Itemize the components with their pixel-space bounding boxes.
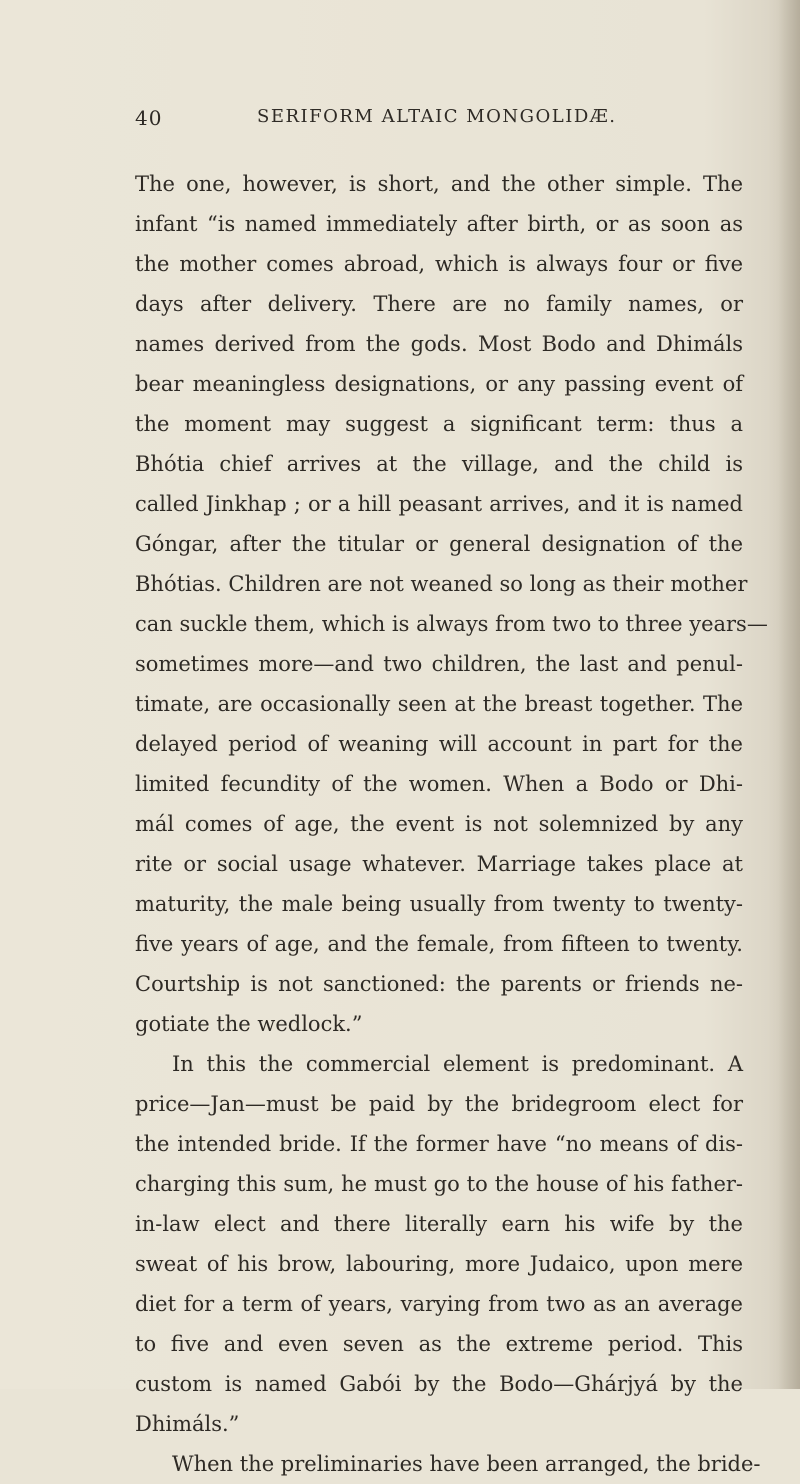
page-header [135, 106, 743, 136]
text-line: days after delivery. There are no family names, or [135, 292, 743, 316]
text-line: names derived from the gods. Most Bodo and Dhimáls [135, 332, 743, 356]
page-number: 40 [135, 106, 163, 130]
text-line: sweat of his brow, labouring, more Judaico, upon mere [135, 1252, 743, 1276]
text-line: rite or social usage whatever. Marriage takes place at [135, 852, 743, 876]
body-text [135, 164, 768, 1484]
text-line: delayed period of weaning will account in part for the [135, 732, 743, 756]
text-line: called Jinkhap ; or a hill peasant arrives, and it is named [135, 492, 743, 516]
text-line: the moment may suggest a significant term: thus a [135, 412, 743, 436]
page-edge-shadow [778, 0, 800, 1389]
text-line: diet for a term of years, varying from two as an average [135, 1292, 743, 1316]
text-line: Góngar, after the titular or general designation of the [135, 532, 743, 556]
text-line: Dhimáls.” [135, 1412, 240, 1436]
text-line: The one, however, is short, and the other simple. The [135, 172, 743, 196]
text-line: five years of age, and the female, from fifteen to twenty. [135, 932, 743, 956]
text-line: limited fecundity of the women. When a Bodo or Dhi- [135, 772, 743, 796]
text-line: in-law elect and there literally earn his wife by the [135, 1212, 743, 1236]
text-line: bear meaningless designations, or any passing event of [135, 372, 743, 396]
text-line: to five and even seven as the extreme period. This [135, 1332, 743, 1356]
text-line: the mother comes abroad, which is always four or five [135, 252, 743, 276]
text-line: mál comes of age, the event is not solemnized by any [135, 812, 743, 836]
running-head: SERIFORM ALTAIC MONGOLIDÆ. [257, 106, 617, 127]
text-line: Courtship is not sanctioned: the parents or friends ne- [135, 972, 743, 996]
text-line: charging this sum, he must go to the house of his father- [135, 1172, 743, 1196]
text-line: the intended bride. If the former have “no means of dis- [135, 1132, 743, 1156]
text-line: gotiate the wedlock.” [135, 1012, 363, 1036]
text-line: In this the commercial element is predominant. A [172, 1052, 743, 1076]
text-line: infant “is named immediately after birth, or as soon as [135, 212, 743, 236]
text-line: Bhótias. Children are not weaned so long as their mother [135, 572, 748, 596]
text-line: Bhótia chief arrives at the village, and the child is [135, 452, 743, 476]
text-line: can suckle them, which is always from two to three years— [135, 612, 768, 636]
text-line: sometimes more—and two children, the last and penul- [135, 652, 743, 676]
text-line: When the preliminaries have been arranged, the bride- [172, 1452, 761, 1476]
text-line: maturity, the male being usually from twenty to twenty- [135, 892, 743, 916]
text-line: timate, are occasionally seen at the breast together. The [135, 692, 743, 716]
text-line: custom is named Gabói by the Bodo—Ghárjyá by the [135, 1372, 743, 1396]
text-line: price—Jan—must be paid by the bridegroom elect for [135, 1092, 743, 1116]
